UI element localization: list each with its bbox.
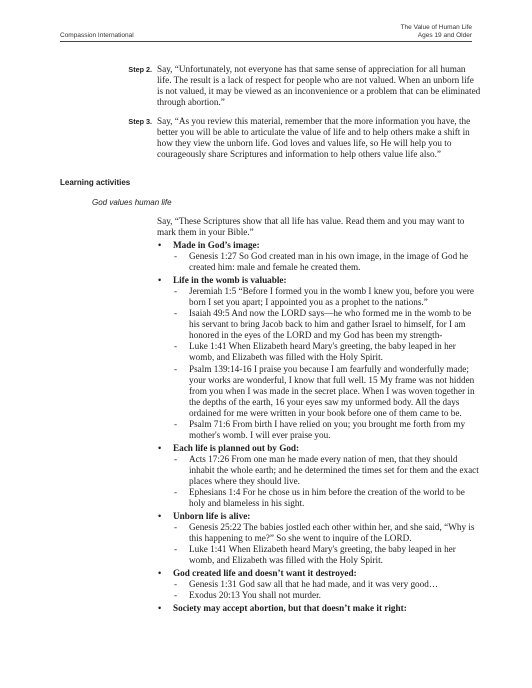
reference-text: Psalm 71:6 From birth I have relied on you; you brought me forth from my mother's womb. I will ever praise you. bbox=[189, 419, 466, 441]
scripture-group-title: Society may accept abortion, but that doesn’t make it right: bbox=[173, 602, 407, 613]
dash-icon: - bbox=[174, 308, 178, 319]
reference-list bbox=[173, 286, 482, 441]
bullet-icon: • bbox=[158, 274, 162, 285]
header-organization: Compassion International bbox=[60, 32, 134, 39]
dash-icon: - bbox=[174, 544, 178, 555]
step-label: Step 3. bbox=[128, 117, 152, 126]
reference-text: Genesis 1:27 So God created man in his own image, in the image of God he created him: male and female he created them. bbox=[189, 251, 469, 273]
header-title: The Value of Human Life bbox=[400, 24, 472, 31]
bullet-icon: • bbox=[158, 567, 162, 578]
reference-text: Luke 1:41 When Elizabeth heard Mary's greeting, the baby leaped in her womb, and Elizabeth was filled with the Holy Spirit. bbox=[189, 544, 456, 566]
scripture-group-title: God created life and doesn’t want it destroyed: bbox=[173, 567, 357, 578]
dash-icon: - bbox=[174, 578, 178, 589]
scripture-reference bbox=[173, 590, 482, 601]
scripture-reference bbox=[173, 544, 482, 566]
sub-heading: God values human life bbox=[92, 198, 172, 207]
dash-icon: - bbox=[174, 589, 178, 600]
dash-icon: - bbox=[174, 419, 178, 429]
scripture-group bbox=[157, 568, 482, 601]
scripture-group-title: Each life is planned out by God: bbox=[173, 442, 300, 453]
dash-icon: - bbox=[174, 285, 178, 296]
reference-text: Jeremiah 1:5 “Before I formed you in the womb I knew you, before you were born I set you apart; I appointed you as a prophet to the nations.” bbox=[189, 285, 474, 307]
scripture-reference bbox=[173, 308, 482, 341]
scripture-reference bbox=[173, 522, 482, 544]
bullet-icon: • bbox=[158, 240, 162, 250]
section-heading: Learning activities bbox=[60, 178, 131, 187]
dash-icon: - bbox=[174, 251, 178, 262]
dash-icon: - bbox=[174, 521, 178, 532]
step-text: Say, “As you review this material, remember that the more information you have, the better you will be able to articulate the value of life and to help others make a shift in how they view the unborn life. God loves and values life, so He will help you to courageously share Scriptures and information to help others value life also.” bbox=[157, 116, 471, 160]
scripture-reference bbox=[173, 419, 482, 441]
step-text: Say, “Unfortunately, not everyone has that same sense of appreciation for all human life. The result is a lack of respect for people who are not valued. When an unborn life is not valued, it may be viewed as an inconvenience or a problem that can be eliminated through abortion.” bbox=[157, 64, 481, 108]
dash-icon: - bbox=[174, 341, 178, 352]
reference-text: Isaiah 49:5 And now the LORD says—he who formed me in the womb to be his servant to bring Jacob back to him and gather Israel to himself, for I am honored in the eyes of the LORD and my God has been my strength- bbox=[189, 308, 472, 341]
scripture-group bbox=[157, 443, 482, 510]
bullet-icon: • bbox=[158, 442, 162, 453]
reference-text: Exodus 20:13 You shall not murder. bbox=[189, 589, 321, 600]
dash-icon: - bbox=[174, 453, 178, 464]
scripture-group-title: Made in God’s image: bbox=[173, 240, 260, 250]
scripture-group bbox=[157, 511, 482, 566]
header-title-block bbox=[401, 24, 472, 40]
step-3 bbox=[122, 116, 482, 160]
reference-list bbox=[173, 251, 482, 273]
header-subtitle: Ages 19 and Older bbox=[417, 32, 472, 39]
dash-icon: - bbox=[174, 487, 178, 498]
reference-list bbox=[173, 454, 482, 509]
step-label: Step 2. bbox=[128, 65, 152, 74]
intro-paragraph: Say, “These Scriptures show that all life has value. Read them and you may want to mark them in your Bible.” bbox=[157, 216, 465, 238]
bullet-icon: • bbox=[158, 510, 162, 521]
scripture-group-title: Life in the womb is valuable: bbox=[173, 274, 287, 285]
scripture-reference bbox=[173, 487, 482, 509]
scripture-group-title: Unborn life is alive: bbox=[173, 510, 251, 521]
reference-text: Genesis 1:31 God saw all that he had made, and it was very good… bbox=[189, 578, 439, 589]
scripture-reference bbox=[173, 454, 482, 487]
scripture-reference bbox=[173, 364, 482, 419]
reference-list bbox=[173, 579, 482, 601]
scripture-group bbox=[157, 603, 482, 614]
scripture-group bbox=[157, 275, 482, 441]
scripture-reference bbox=[173, 286, 482, 308]
reference-text: Genesis 25:22 The babies jostled each other within her, and she said, “Why is this happening to me?” So she went to inquire of the LORD. bbox=[189, 521, 475, 543]
reference-text: Luke 1:41 When Elizabeth heard Mary's greeting, the baby leaped in her womb, and Elizabeth was filled with the Holy Spirit. bbox=[189, 341, 456, 363]
scripture-reference bbox=[173, 341, 482, 363]
bullet-icon: • bbox=[158, 602, 162, 613]
step-2 bbox=[122, 64, 482, 108]
header-rule bbox=[60, 41, 472, 42]
dash-icon: - bbox=[174, 363, 178, 374]
scripture-group bbox=[157, 240, 482, 273]
reference-text: Ephesians 1:4 For he chose us in him before the creation of the world to be holy and blameless in his sight. bbox=[189, 487, 465, 509]
scripture-reference bbox=[173, 579, 482, 590]
scripture-list bbox=[157, 240, 482, 615]
reference-list bbox=[173, 522, 482, 566]
reference-text: Psalm 139:14-16 I praise you because I am fearfully and wonderfully made; your works are wonderful, I know that full well. 15 My frame was not hidden from you when I was made in the secret place. When I was woven together in the depths of the earth, 16 your eyes saw my unformed body. All the days ordained for me were written in your book before one of them came to be. bbox=[189, 363, 475, 418]
scripture-reference bbox=[173, 251, 482, 273]
reference-text: Acts 17:26 From one man he made every nation of men, that they should inhabit the whole earth; and he determined the times set for them and the exact places where they should live. bbox=[189, 453, 479, 486]
